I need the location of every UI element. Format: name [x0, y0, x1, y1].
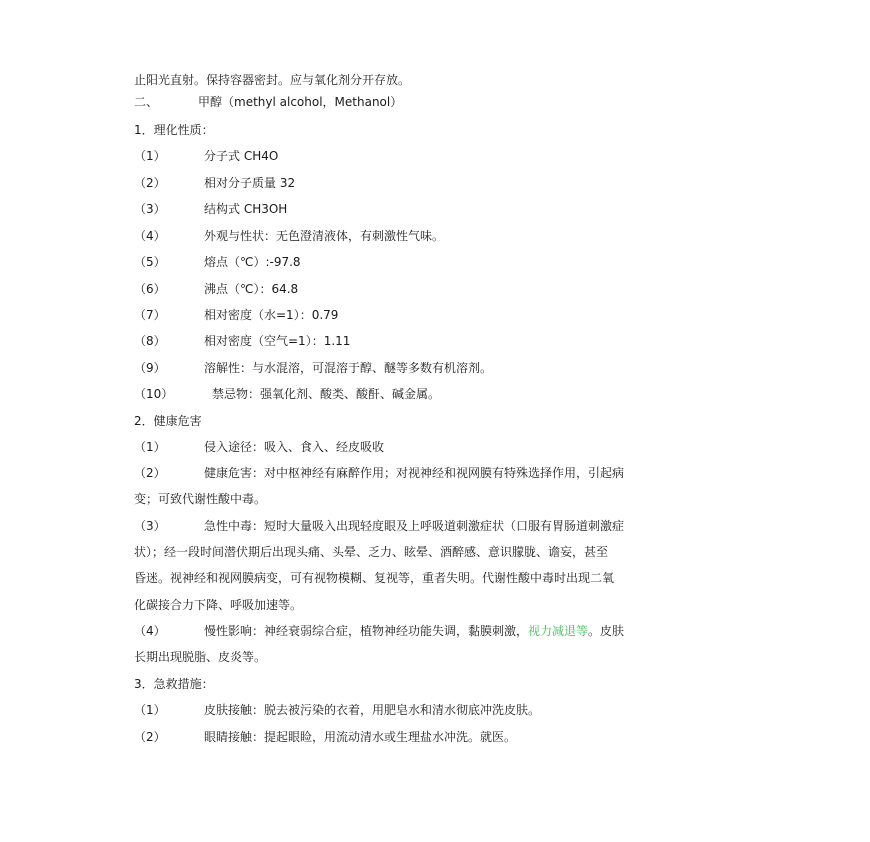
- list-item: （4） 慢性影响：神经衰弱综合症，植物神经功能失调，黏膜刺激，视力减退等。皮肤: [134, 624, 625, 638]
- list-item: （2） 眼睛接触：提起眼睑，用流动清水或生理盐水冲洗。就医。: [134, 730, 517, 744]
- list-item: （1） 侵入途径：吸入、食入、经皮吸收: [134, 440, 385, 454]
- list-item-continuation: 化碳接合力下降、呼吸加速等。: [134, 598, 303, 612]
- subsection-heading-properties: 1．理化性质：: [134, 123, 214, 137]
- list-item: （4） 外观与性状：无色澄清液体，有刺激性气味。: [134, 229, 445, 243]
- list-item: （6） 沸点（℃）：64.8: [134, 282, 299, 296]
- highlighted-text: 视力减退等: [528, 624, 589, 638]
- subsection-heading-health: 2．健康危害: [134, 414, 202, 428]
- list-item: （3） 急性中毒：短时大量吸入出现轻度眼及上呼吸道刺激症状（口服有胃肠道刺激症: [134, 519, 625, 533]
- section-heading-methanol: [134, 94, 402, 110]
- list-item: （2） 健康危害：对中枢神经有麻醉作用；对视神经和视网膜有特殊选择作用，引起病: [134, 466, 625, 480]
- list-item-continuation: 长期出现脱脂、皮炎等。: [134, 650, 267, 664]
- subsection-heading-first-aid: 3．急救措施：: [134, 677, 214, 691]
- list-item: （9） 溶解性：与水混溶，可混溶于醇、醚等多数有机溶剂。: [134, 361, 493, 375]
- list-item: （1） 分子式 CH4O: [134, 149, 279, 163]
- list-item: （1） 皮肤接触：脱去被污染的衣着，用肥皂水和清水彻底冲洗皮肤。: [134, 703, 541, 717]
- list-item: （7） 相对密度（水=1）：0.79: [134, 308, 339, 322]
- intro-line: 止阳光直射。保持容器密封。应与氧化剂分开存放。: [134, 73, 411, 87]
- section-number: 二、: [134, 95, 159, 109]
- list-item: （5） 熔点（℃）:-97.8: [134, 255, 301, 269]
- list-item-continuation: 状）；经一段时间潜伏期后出现头痛、头晕、乏力、眩晕、酒醉感、意识朦胧、谵妄，甚至: [134, 545, 609, 559]
- list-item: （3） 结构式 CH3OH: [134, 202, 288, 216]
- section-title: 甲醇（methyl alcohol，Methanol）: [198, 95, 403, 109]
- list-item: （10） 禁忌物：强氧化剂、酸类、酸酐、碱金属。: [134, 387, 441, 401]
- list-item: （8） 相对密度（空气=1）：1.11: [134, 334, 351, 348]
- list-item-continuation: 昏迷。视神经和视网膜病变，可有视物模糊、复视等，重者失明。代谢性酸中毒时出现二氧: [134, 571, 615, 585]
- list-item-continuation: 变；可致代谢性酸中毒。: [134, 492, 267, 506]
- list-item: （2） 相对分子质量 32: [134, 176, 296, 190]
